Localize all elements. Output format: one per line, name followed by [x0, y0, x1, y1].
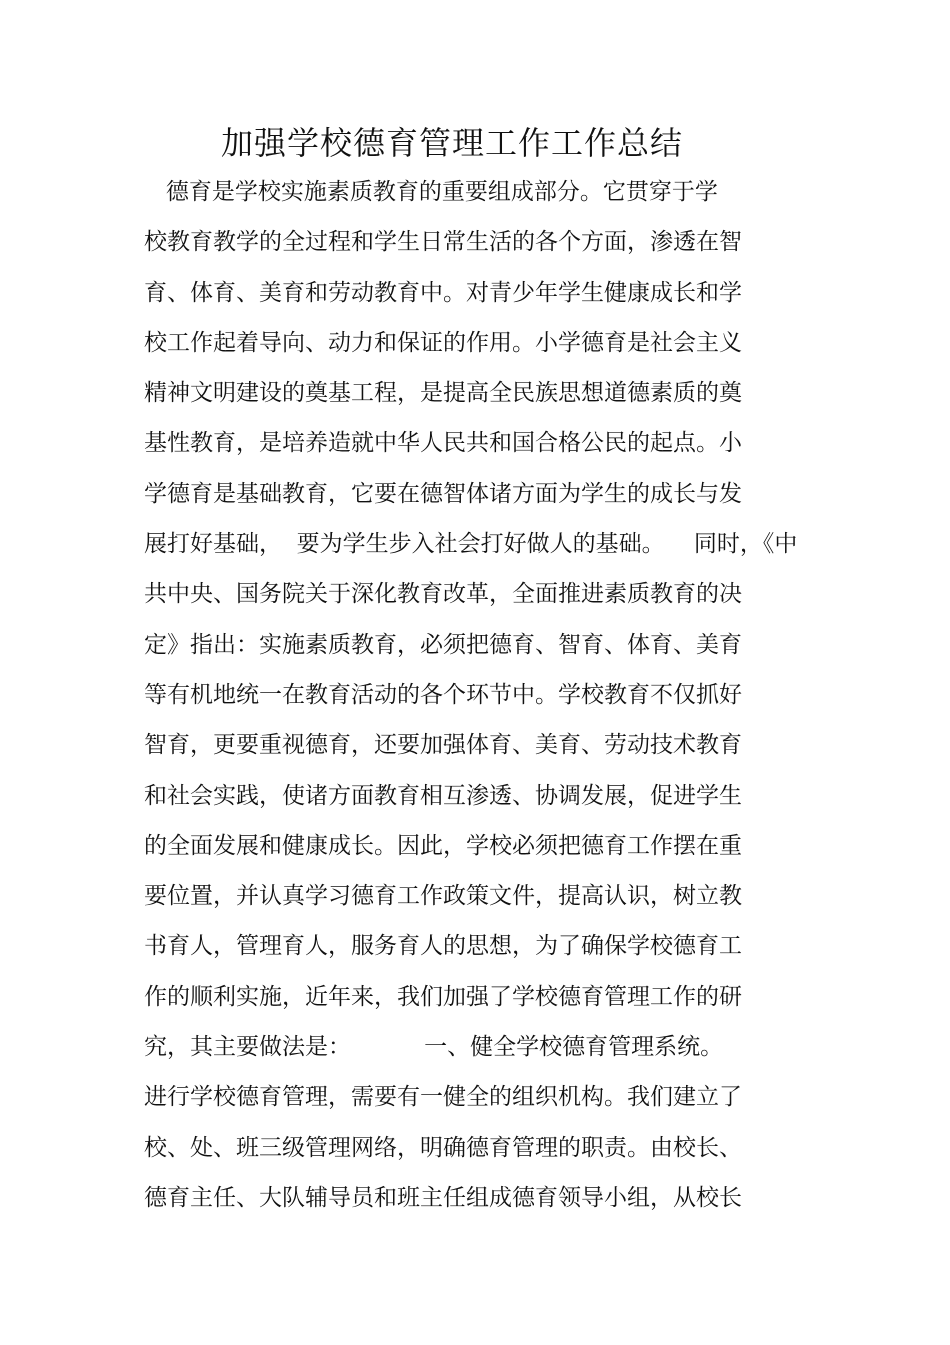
body-line: 校教育教学的全过程和学生日常生活的各个方面，渗透在智: [144, 229, 742, 256]
body-line: 智育，更要重视德育，还要加强体育、美育、劳动技术教育: [144, 732, 742, 759]
body-line: 共中央、国务院关于深化教育改革，全面推进素质教育的决: [144, 581, 742, 608]
document-title: 加强学校德育管理工作工作总结: [220, 124, 683, 162]
body-line: 的全面发展和健康成长。因此，学校必须把德育工作摆在重: [144, 832, 742, 859]
body-line: 定》指出：实施素质教育，必须把德育、智育、体育、美育: [144, 631, 742, 658]
body-line: 展打好基础， 要为学生步入社会打好做人的基础。 同时，《中: [144, 531, 798, 558]
body-line: 作的顺利实施，近年来，我们加强了学校德育管理工作的研: [144, 983, 742, 1010]
body-line: 德育主任、大队辅导员和班主任组成德育领导小组，从校长: [144, 1184, 742, 1211]
body-line: 等有机地统一在教育活动的各个环节中。学校教育不仅抓好: [144, 681, 742, 708]
document-body: [144, 171, 824, 1227]
body-line: 校工作起着导向、动力和保证的作用。小学德育是社会主义: [144, 329, 742, 356]
body-line: 基性教育，是培养造就中华人民共和国合格公民的起点。小: [144, 430, 742, 457]
body-line: 德育是学校实施素质教育的重要组成部分。它贯穿于学: [144, 179, 718, 205]
body-line: 学德育是基础教育，它要在德智体诸方面为学生的成长与发: [144, 480, 742, 507]
body-line: 校、处、班三级管理网络，明确德育管理的职责。由校长、: [144, 1134, 742, 1161]
body-line: 进行学校德育管理，需要有一健全的组织机构。我们建立了: [144, 1084, 742, 1111]
body-line: 精神文明建设的奠基工程，是提高全民族思想道德素质的奠: [144, 380, 742, 407]
body-line: 和社会实践，使诸方面教育相互渗透、协调发展，促进学生: [144, 782, 742, 809]
body-line: 育、体育、美育和劳动教育中。对青少年学生健康成长和学: [144, 279, 742, 306]
body-line: 究，其主要做法是： 一、健全学校德育管理系统。: [144, 1034, 724, 1061]
body-line: 要位置，并认真学习德育工作政策文件，提高认识，树立教: [144, 883, 742, 910]
body-line: 书育人，管理育人，服务育人的思想，为了确保学校德育工: [144, 933, 742, 960]
